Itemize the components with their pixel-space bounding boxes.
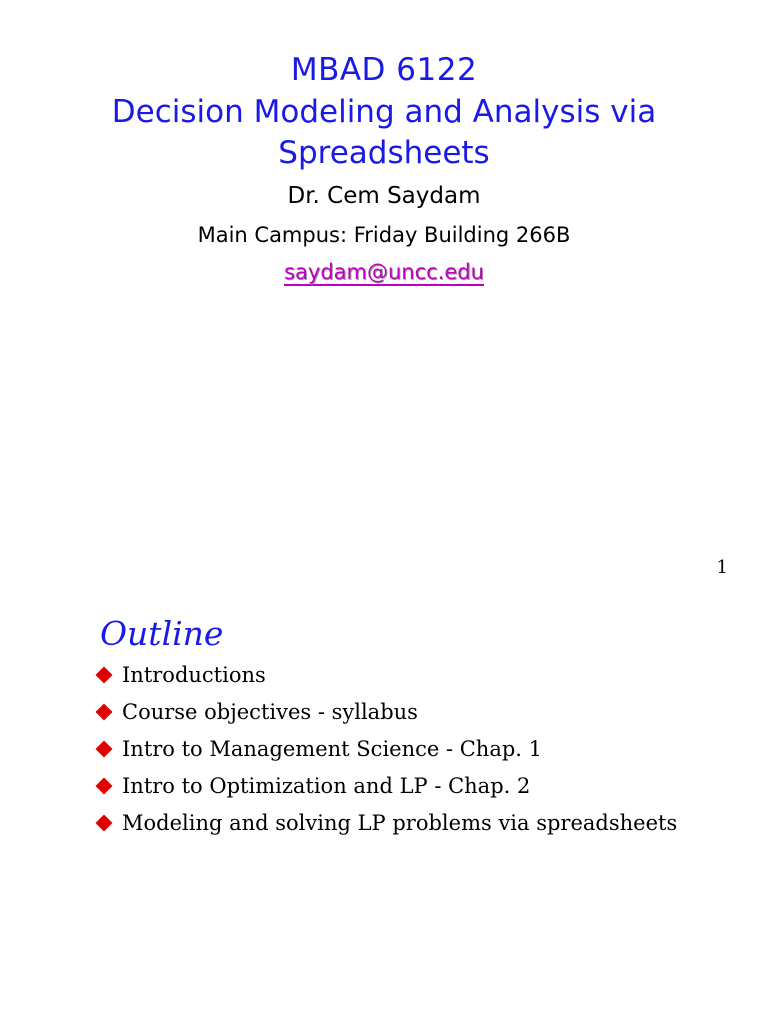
list-item-label: Intro to Optimization and LP - Chap. 2 <box>122 773 531 798</box>
outline-list <box>94 656 677 841</box>
list-item-label: Intro to Management Science - Chap. 1 <box>122 736 543 761</box>
diamond-bullet-icon <box>96 703 113 720</box>
course-title: Decision Modeling and Analysis via Spreadsheets <box>111 94 657 171</box>
email-link[interactable] <box>0 257 768 287</box>
list-item <box>94 693 677 730</box>
diamond-bullet-icon <box>96 666 113 683</box>
course-code: MBAD 6122 <box>290 52 478 88</box>
list-item <box>94 804 677 841</box>
diamond-bullet-icon <box>96 777 113 794</box>
list-item-label: Modeling and solving LP problems via spreadsheets <box>122 810 678 835</box>
list-item-label: Course objectives - syllabus <box>122 699 418 724</box>
diamond-bullet-icon <box>96 814 113 831</box>
diamond-bullet-icon <box>96 740 113 757</box>
email-text: saydam@uncc.edu <box>284 260 484 284</box>
list-item <box>94 767 677 804</box>
list-item-label: Introductions <box>122 662 266 687</box>
page-number: 1 <box>716 557 728 578</box>
instructor-name: Dr. Cem Saydam <box>287 183 481 209</box>
outline-title: Outline <box>100 614 224 653</box>
outline-slide <box>0 600 768 1024</box>
list-item <box>94 656 677 693</box>
list-item <box>94 730 677 767</box>
office-location: Main Campus: Friday Building 266B <box>197 223 571 247</box>
